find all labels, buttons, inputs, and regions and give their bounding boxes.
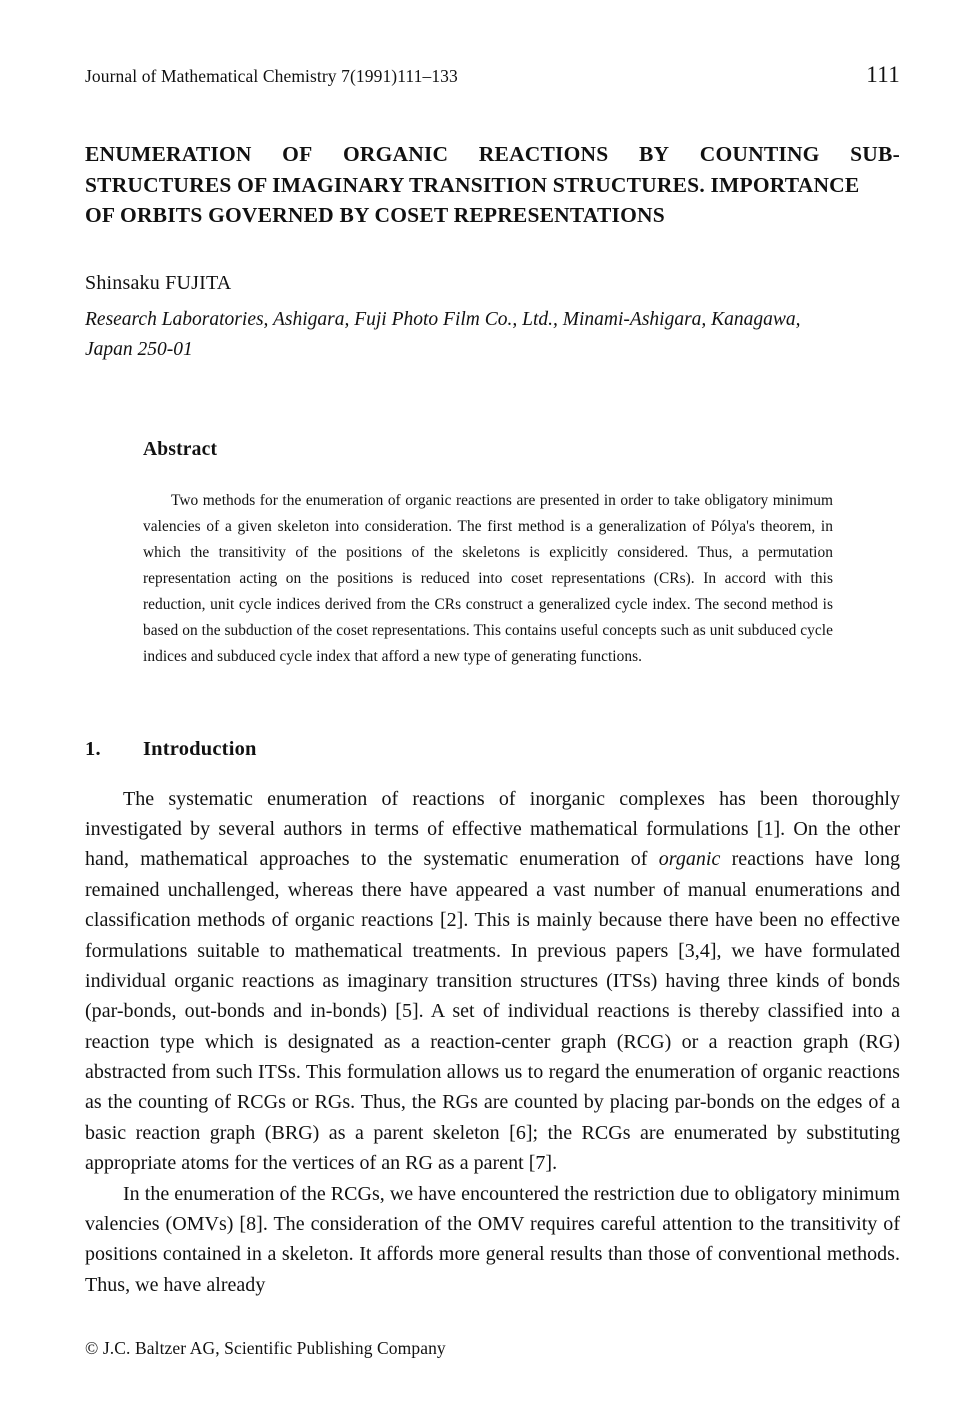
paragraph-1-emphasis: organic bbox=[658, 848, 721, 871]
abstract-section bbox=[143, 439, 833, 669]
abstract-heading: Abstract bbox=[143, 439, 218, 461]
journal-citation-line: Journal of Mathematical Chemistry 7(1991)111–133 bbox=[85, 66, 458, 86]
affiliation-line-1: Research Laboratories, Ashigara, Fuji Photo Film Co., Ltd., Minami-Ashigara, Kanagawa, bbox=[85, 309, 801, 331]
title-word: ORGANIC bbox=[342, 142, 449, 166]
section-heading-introduction bbox=[85, 738, 900, 761]
paragraph-1 bbox=[85, 784, 900, 1179]
author-name: Shinsaku FUJITA bbox=[85, 272, 232, 295]
article-title-line-3: OF ORBITS GOVERNED BY COSET REPRESENTATIONS bbox=[85, 203, 665, 228]
title-word: SUB- bbox=[850, 142, 900, 166]
paragraph-1-part-a: The systematic enumeration of reactions of inorganic complexes has been thoroughly investigated by several authors in terms of effective mathematical formulations [1]. On the other hand, mathematical approaches to the systematic enumeration of bbox=[85, 787, 900, 871]
paragraph-2: In the enumeration of the RCGs, we have encountered the restriction due to obligatory minimum valencies (OMVs) [8]. The consideration of the OMV requires careful attention to the transitivity of positions contained in a skeleton. It affords more general results than those of conventional methods. Thus, we have already bbox=[85, 1182, 900, 1296]
article-title-line-1 bbox=[85, 139, 900, 170]
article-title-line-2: STRUCTURES OF IMAGINARY TRANSITION STRUCTURES. IMPORTANCE bbox=[85, 172, 860, 197]
author-affiliation bbox=[85, 305, 875, 364]
running-head bbox=[85, 0, 900, 88]
title-word: BY bbox=[638, 142, 670, 166]
article-title bbox=[85, 139, 900, 231]
page-number: 111 bbox=[866, 62, 900, 87]
paragraph-1-part-b: reactions have long remained unchallenged, whereas there have appeared a vast number of manual enumerations and classification methods of organic reactions [2]. This is mainly because there have been no effective formulations suitable to mathematical treatments. In previous papers [3,4], we have formulated individual organic reactions as imaginary transition structures (ITSs) having three kinds of bonds (par-bonds, out-bonds and in-bonds) [5]. A set of individual reactions is thereby classified into a reaction type which is designated as a reaction-center graph (RCG) or a reaction graph (RG) abstracted from such ITSs. This formulation allows us to regard the enumeration of organic reactions as the counting of RCGs or RGs. Thus, the RGs are counted by placing par-bonds on the edges of a basic reaction graph (BRG) as a parent skeleton [6]; the RCGs are enumerated by substituting appropriate atoms for the vertices of an RG as a parent [7]. bbox=[85, 848, 900, 1175]
title-word: OF bbox=[282, 142, 313, 166]
publisher-copyright: © J.C. Baltzer AG, Scientific Publishing Company bbox=[85, 1338, 446, 1358]
section-number: 1. bbox=[85, 737, 101, 760]
abstract-text: Two methods for the enumeration of organic reactions are presented in order to take obligatory minimum valencies of a given skeleton into consideration. The first method is a generalization of Pólya's theorem, in which the transitivity of the positions of the skeletons is explicitly considered. Thus, a permutation representation acting on the positions is reduced into coset representations (CRs). In accord with this reduction, unit cycle indices derived from the CRs construct a generalized cycle index. The second method is based on the subduction of the coset representations. This contains useful concepts such as unit subduced cycle indices and subduced cycle index that afford a new type of generating functions. bbox=[143, 492, 833, 665]
page-content bbox=[85, 0, 900, 1300]
affiliation-line-2: Japan 250-01 bbox=[85, 338, 193, 360]
title-word: COUNTING bbox=[699, 142, 820, 166]
title-word: REACTIONS bbox=[478, 142, 609, 166]
section-title: Introduction bbox=[143, 737, 257, 760]
section-body bbox=[85, 784, 900, 1301]
title-word: ENUMERATION bbox=[85, 142, 252, 166]
